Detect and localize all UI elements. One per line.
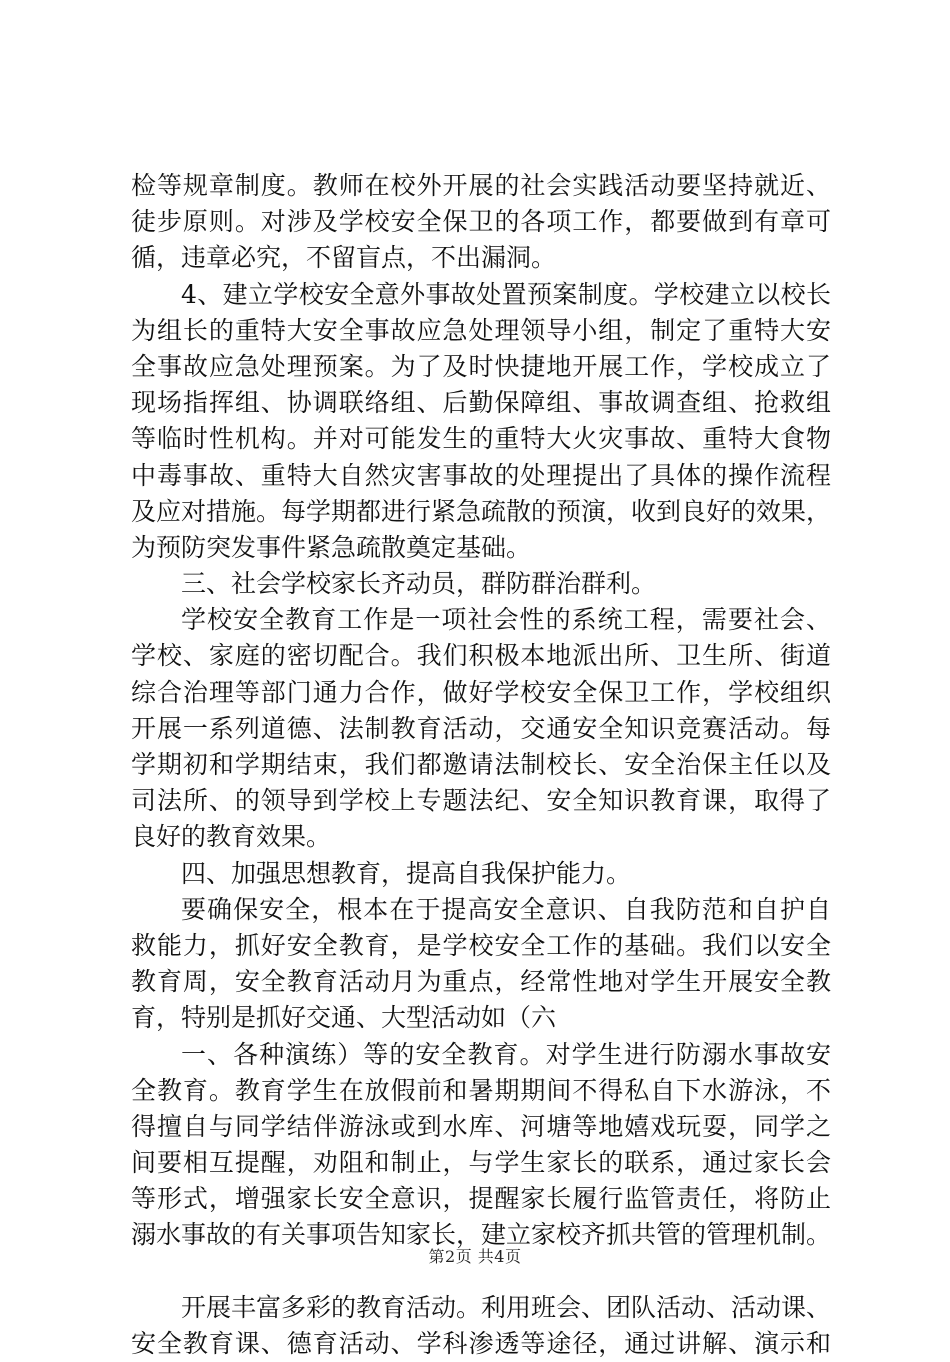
text-line: 中毒事故、重特大自然灾害事故的处理提出了具体的操作流程 — [131, 460, 831, 490]
text-line: 育，特别是抓好交通、大型活动如（六 — [131, 1003, 557, 1033]
text-line: 等形式，增强家长安全意识，提醒家长履行监管责任，将防止 — [131, 1184, 831, 1214]
text-line: 一、各种演练）等的安全教育。对学生进行防溺水事故安 — [181, 1039, 831, 1069]
text-line: 循，违章必究，不留盲点，不出漏洞。 — [131, 243, 557, 273]
text-line: 开展一系列道德、法制教育活动，交通安全知识竞赛活动。每 — [131, 713, 831, 743]
text-line: 学校安全教育工作是一项社会性的系统工程，需要社会、 — [181, 605, 831, 635]
text-line: 学期初和学期结束，我们都邀请法制校长、安全治保主任以及 — [131, 750, 831, 779]
page-number-footer: 第2页 共4页 — [428, 1247, 522, 1266]
text-line: 检等规章制度。教师在校外开展的社会实践活动要坚持就近、 — [131, 171, 831, 200]
text-line: 溺水事故的有关事项告知家长，建立家校齐抓共管的管理机制。 — [131, 1220, 832, 1250]
text-line: 要确保安全，根本在于提高安全意识、自我防范和自护自 — [181, 894, 831, 924]
text-line: 综合治理等部门通力合作，做好学校安全保卫工作，学校组织 — [131, 677, 831, 707]
text-line: 学校、家庭的密切配合。我们积极本地派出所、卫生所、街道 — [131, 641, 831, 671]
text-line: 徒步原则。对涉及学校安全保卫的各项工作，都要做到有章可 — [131, 207, 831, 237]
text-line: 间要相互提醒，劝阻和制止，与学生家长的联系，通过家长会 — [131, 1148, 831, 1178]
text-line: 良好的教育效果。 — [131, 822, 332, 852]
text-line: 为预防突发事件紧急疏散奠定基础。 — [131, 532, 532, 562]
text-line: 及应对措施。每学期都进行紧急疏散的预演，收到良好的效果， — [131, 496, 832, 526]
section-heading: 三、社会学校家长齐动员，群防群治群利。 — [181, 569, 657, 599]
text-line: 全教育。教育学生在放假前和暑期期间不得私自下水游泳，不 — [131, 1075, 831, 1105]
text-line: 4、建立学校安全意外事故处置预案制度。学校建立以校长 — [181, 279, 831, 309]
text-line: 等临时性机构。并对可能发生的重特大火灾事故、重特大食物 — [131, 424, 831, 454]
section-heading: 四、加强思想教育，提高自我保护能力。 — [181, 858, 632, 888]
text-line: 为组长的重特大安全事故应急处理领导小组，制定了重特大安 — [131, 315, 831, 345]
text-line: 司法所、的领导到学校上专题法纪、安全知识教育课，取得了 — [131, 786, 831, 816]
text-line: 救能力，抓好安全教育，是学校安全工作的基础。我们以安全 — [131, 930, 831, 960]
document-body — [131, 168, 831, 1362]
text-line: 安全教育课、德育活动、学科渗透等途径，通过讲解、演示和 — [131, 1329, 831, 1358]
text-line: 开展丰富多彩的教育活动。利用班会、团队活动、活动课、 — [181, 1292, 832, 1322]
text-line: 教育周，安全教育活动月为重点，经常性地对学生开展安全教 — [131, 967, 831, 997]
text-line: 全事故应急处理预案。为了及时快捷地开展工作，学校成立了 — [131, 351, 831, 381]
text-line: 得擅自与同学结伴游泳或到水库、河塘等地嬉戏玩耍，同学之 — [131, 1111, 831, 1141]
text-line: 现场指挥组、协调联络组、后勤保障组、事故调查组、抢救组 — [131, 388, 831, 418]
